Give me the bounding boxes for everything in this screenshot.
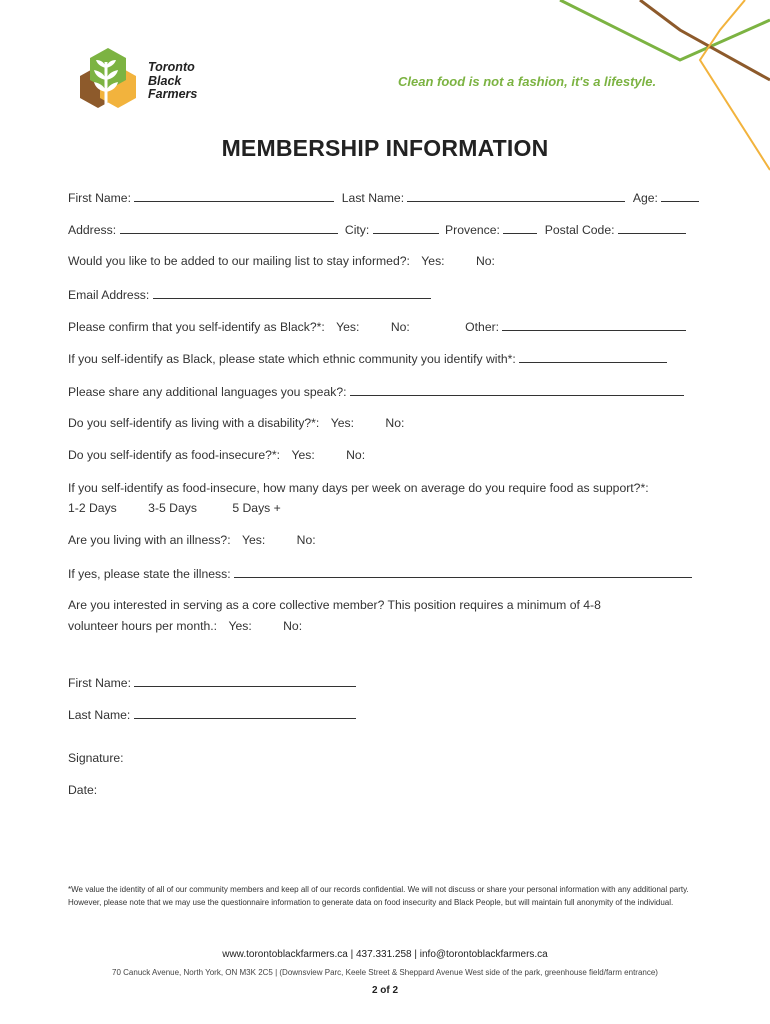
signature-label: Signature:	[68, 751, 124, 765]
city-field[interactable]	[373, 222, 439, 234]
email-field[interactable]	[153, 287, 431, 299]
ethnic-community-row	[68, 351, 667, 366]
province-label: Provence:	[445, 223, 500, 237]
logo-hexagon-icon	[68, 46, 142, 120]
illness-no-option[interactable]: No:	[296, 533, 316, 547]
illness-row	[68, 533, 316, 547]
email-label: Email Address:	[68, 288, 150, 302]
email-row	[68, 287, 431, 302]
black-yes-option[interactable]: Yes:	[336, 320, 360, 334]
food-insecure-yes-option[interactable]: Yes:	[291, 448, 315, 462]
illness-state-field[interactable]	[234, 566, 692, 578]
disability-yes-option[interactable]: Yes:	[330, 416, 354, 430]
footer-address: 70 Canuck Avenue, North York, ON M3K 2C5 | (Downsview Parc, Keele Street & Sheppard Avenue West side of the park, greenhouse field/farm entrance)	[112, 968, 658, 977]
illness-yes-option[interactable]: Yes:	[241, 533, 266, 547]
signature-last-name-row	[68, 707, 356, 722]
last-name-field[interactable]	[407, 190, 625, 202]
age-field[interactable]	[661, 190, 699, 202]
brand-line-2: Black	[148, 73, 182, 88]
core-yes-option[interactable]: Yes:	[228, 619, 252, 633]
core-collective-question-line1: Are you interested in serving as a core collective member? This position requires a minimum of 4-8	[68, 598, 601, 612]
postal-code-label: Postal Code:	[544, 223, 615, 237]
address-field[interactable]	[120, 222, 338, 234]
postal-code-field[interactable]	[618, 222, 686, 234]
ethnic-community-field[interactable]	[519, 351, 667, 363]
signature-first-name-field[interactable]	[134, 675, 356, 687]
brand-name	[148, 61, 197, 102]
black-other-label: Other:	[465, 320, 500, 334]
date-row	[68, 783, 97, 797]
black-other-field[interactable]	[502, 319, 686, 331]
province-field[interactable]	[503, 222, 537, 234]
days-option-5-plus[interactable]: 5 Days +	[232, 501, 281, 515]
food-insecure-question: Do you self-identify as food-insecure?*:	[68, 448, 281, 462]
signature-first-name-label: First Name:	[68, 676, 131, 690]
ethnic-community-question: If you self-identify as Black, please state which ethnic community you identify with*:	[68, 352, 516, 366]
brand-line-3: Farmers	[148, 87, 198, 101]
black-no-option[interactable]: No:	[390, 320, 410, 334]
days-option-3-5[interactable]: 3-5 Days	[148, 501, 197, 515]
core-no-option[interactable]: No:	[283, 619, 303, 633]
days-options-row	[68, 501, 281, 515]
disability-no-option[interactable]: No:	[385, 416, 405, 430]
languages-field[interactable]	[350, 384, 684, 396]
signature-first-name-row	[68, 675, 356, 690]
first-name-label: First Name:	[68, 191, 131, 205]
city-label: City:	[344, 223, 370, 237]
self-identify-black-row	[68, 319, 686, 334]
core-collective-row-2	[68, 619, 302, 633]
illness-state-label: If yes, please state the illness:	[68, 567, 231, 581]
date-label: Date:	[68, 783, 98, 797]
food-insecure-row	[68, 448, 365, 462]
days-option-1-2[interactable]: 1-2 Days	[68, 501, 117, 515]
mailing-list-row	[68, 254, 495, 268]
brand-line-1: Toronto	[148, 60, 195, 74]
last-name-label: Last Name:	[341, 191, 405, 205]
food-insecure-no-option[interactable]: No:	[346, 448, 366, 462]
signature-last-name-field[interactable]	[134, 707, 356, 719]
core-collective-question-line2: volunteer hours per month.:	[68, 619, 218, 633]
address-row	[68, 222, 686, 237]
tagline: Clean food is not a fashion, it's a lifestyle.	[398, 74, 657, 89]
illness-question: Are you living with an illness?:	[68, 533, 231, 547]
languages-question: Please share any additional languages you speak?:	[68, 385, 347, 399]
disability-row	[68, 416, 404, 430]
mailing-list-question: Would you like to be added to our mailing list to stay informed?:	[68, 254, 410, 268]
core-collective-row	[68, 598, 601, 612]
age-label: Age:	[632, 191, 658, 205]
languages-row	[68, 384, 684, 399]
page-number: 2 of 2	[371, 985, 399, 996]
signature-last-name-label: Last Name:	[68, 708, 131, 722]
signature-row	[68, 751, 124, 765]
name-row	[68, 190, 699, 205]
disability-question: Do you self-identify as living with a disability?*:	[68, 416, 320, 430]
mailing-no-option[interactable]: No:	[475, 254, 495, 268]
footer-contact: www.torontoblackfarmers.ca | 437.331.258 | info@torontoblackfarmers.ca	[222, 949, 548, 960]
mailing-yes-option[interactable]: Yes:	[421, 254, 445, 268]
page-title: MEMBERSHIP INFORMATION	[221, 135, 549, 161]
illness-state-row	[68, 566, 692, 581]
confidentiality-footnote: *We value the identity of all of our community members and keep all of our records confidential. We will not discuss or share your personal information with any additional party. However, please note that we may use the questionnaire information to generate data on food insecurity and Black People, but will maintain full anonymity of the individual.	[68, 885, 689, 907]
self-identify-black-question: Please confirm that you self-identify as Black?*:	[68, 320, 325, 334]
days-per-week-row	[68, 481, 649, 495]
first-name-field[interactable]	[134, 190, 334, 202]
address-label: Address:	[68, 223, 117, 237]
days-per-week-question: If you self-identify as food-insecure, how many days per week on average do you require food as support?*:	[68, 481, 649, 495]
